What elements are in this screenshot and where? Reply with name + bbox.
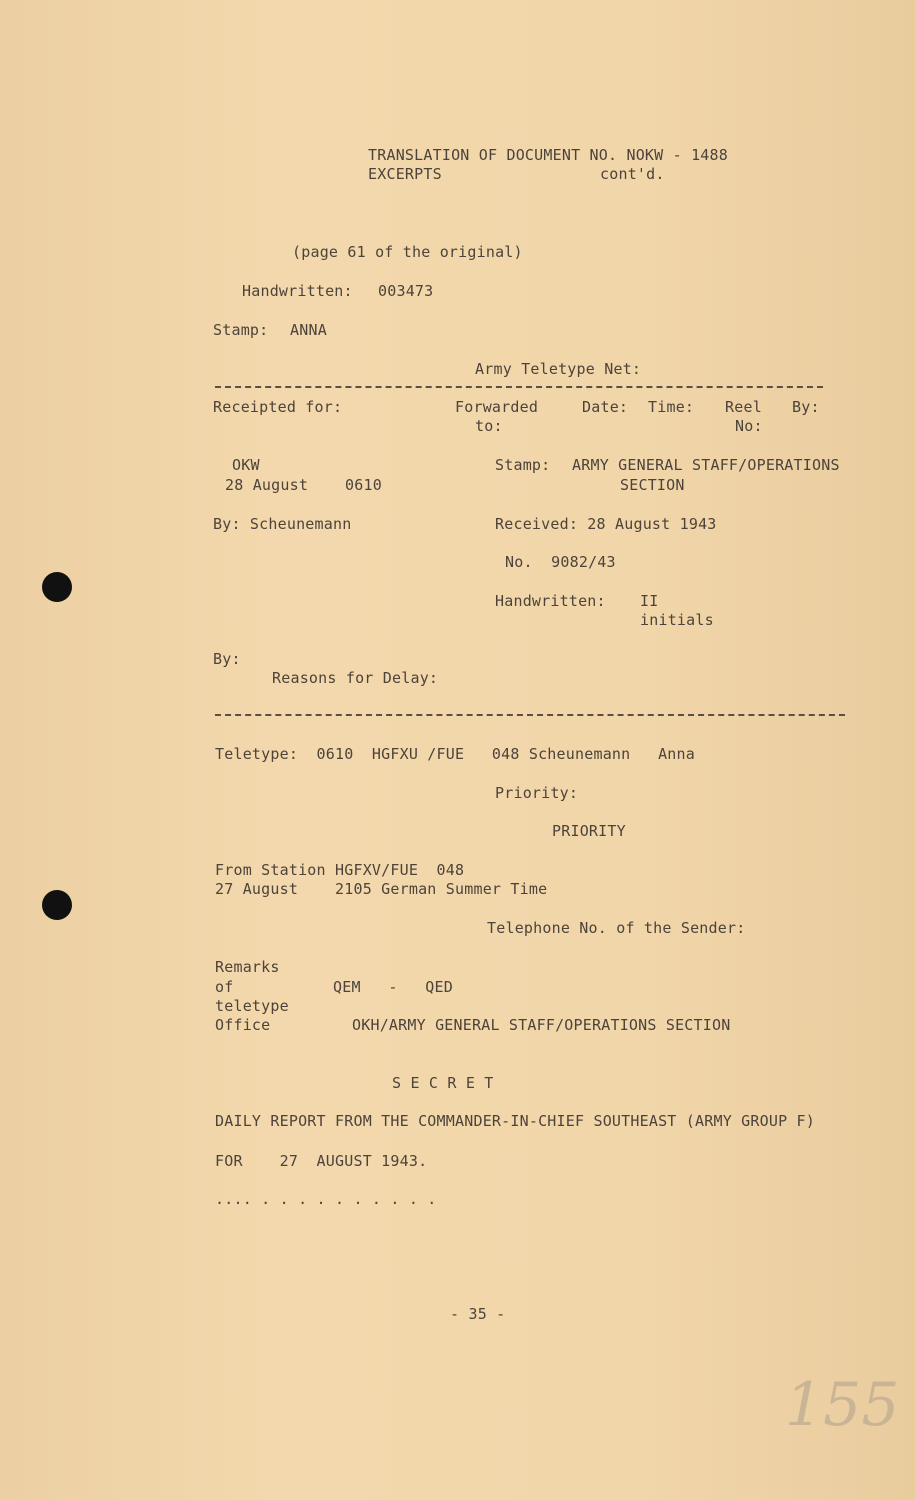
telephone-label: Telephone No. of the Sender: bbox=[487, 919, 746, 937]
stamp-anna-value: ANNA bbox=[290, 321, 327, 339]
handwritten-initials-roman: II bbox=[640, 592, 659, 610]
header-excerpts: EXCERPTS bbox=[368, 165, 442, 183]
receipt-by: By: Scheunemann bbox=[213, 515, 352, 533]
forwarded-label: Forwarded bbox=[455, 398, 539, 416]
ellipsis-dots: .... . . . . . . . . . . bbox=[215, 1190, 437, 1208]
forwarded-to-label: to: bbox=[475, 417, 503, 435]
handwritten-page-number: 155 bbox=[785, 1370, 900, 1440]
document-number: No. 9082/43 bbox=[505, 553, 616, 571]
remarks-line1: Remarks bbox=[215, 958, 280, 976]
okw-label: OKW bbox=[232, 456, 260, 474]
page-reference: (page 61 of the original) bbox=[292, 243, 523, 261]
remarks-okh: OKH/ARMY GENERAL STAFF/OPERATIONS SECTION bbox=[352, 1016, 731, 1034]
report-date: FOR 27 AUGUST 1943. bbox=[215, 1152, 428, 1170]
divider-top bbox=[215, 386, 823, 388]
remarks-line3: teletype bbox=[215, 997, 289, 1015]
by-label: By: bbox=[213, 650, 241, 668]
reel-label: Reel bbox=[725, 398, 762, 416]
stamp-anna-label: Stamp: bbox=[213, 321, 269, 339]
reasons-for-delay: Reasons for Delay: bbox=[272, 669, 439, 687]
date-label: Date: bbox=[582, 398, 629, 416]
teletype-line: Teletype: 0610 HGFXU /FUE 048 Scheunemann Anna bbox=[215, 745, 695, 763]
reel-no-label: No: bbox=[735, 417, 763, 435]
remarks-line2: of bbox=[215, 978, 234, 996]
header-title: TRANSLATION OF DOCUMENT NO. NOKW - 1488 bbox=[368, 146, 728, 164]
from-station: From Station HGFXV/FUE 048 bbox=[215, 861, 465, 879]
header-contd: cont'd. bbox=[600, 165, 665, 183]
remarks-line4: Office bbox=[215, 1016, 271, 1034]
time-label: Time: bbox=[648, 398, 695, 416]
handwritten-initials-text: initials bbox=[640, 611, 714, 629]
page-number: - 35 - bbox=[450, 1305, 506, 1323]
from-date: 27 August 2105 German Summer Time bbox=[215, 880, 548, 898]
received-date: Received: 28 August 1943 bbox=[495, 515, 717, 533]
receipt-date-time: 28 August 0610 bbox=[225, 476, 382, 494]
receipted-for-label: Receipted for: bbox=[213, 398, 343, 416]
by-label-header: By: bbox=[792, 398, 820, 416]
handwritten-label: Handwritten: bbox=[242, 282, 353, 300]
handwritten-initials-label: Handwritten: bbox=[495, 592, 606, 610]
punch-hole-bottom bbox=[42, 890, 72, 920]
remarks-codes: QEM - QED bbox=[333, 978, 453, 996]
punch-hole-top bbox=[42, 572, 72, 602]
secret-heading: S E C R E T bbox=[392, 1074, 494, 1092]
stamp-section-line2: SECTION bbox=[620, 476, 685, 494]
stamp-section-line1: ARMY GENERAL STAFF/OPERATIONS bbox=[572, 456, 840, 474]
stamp-section-label: Stamp: bbox=[495, 456, 551, 474]
handwritten-value: 003473 bbox=[378, 282, 434, 300]
divider-bottom bbox=[215, 714, 845, 716]
priority-label: Priority: bbox=[495, 784, 579, 802]
daily-report-title: DAILY REPORT FROM THE COMMANDER-IN-CHIEF SOUTHEAST (ARMY GROUP F) bbox=[215, 1112, 815, 1130]
army-teletype-net: Army Teletype Net: bbox=[475, 360, 642, 378]
priority-value: PRIORITY bbox=[552, 822, 626, 840]
